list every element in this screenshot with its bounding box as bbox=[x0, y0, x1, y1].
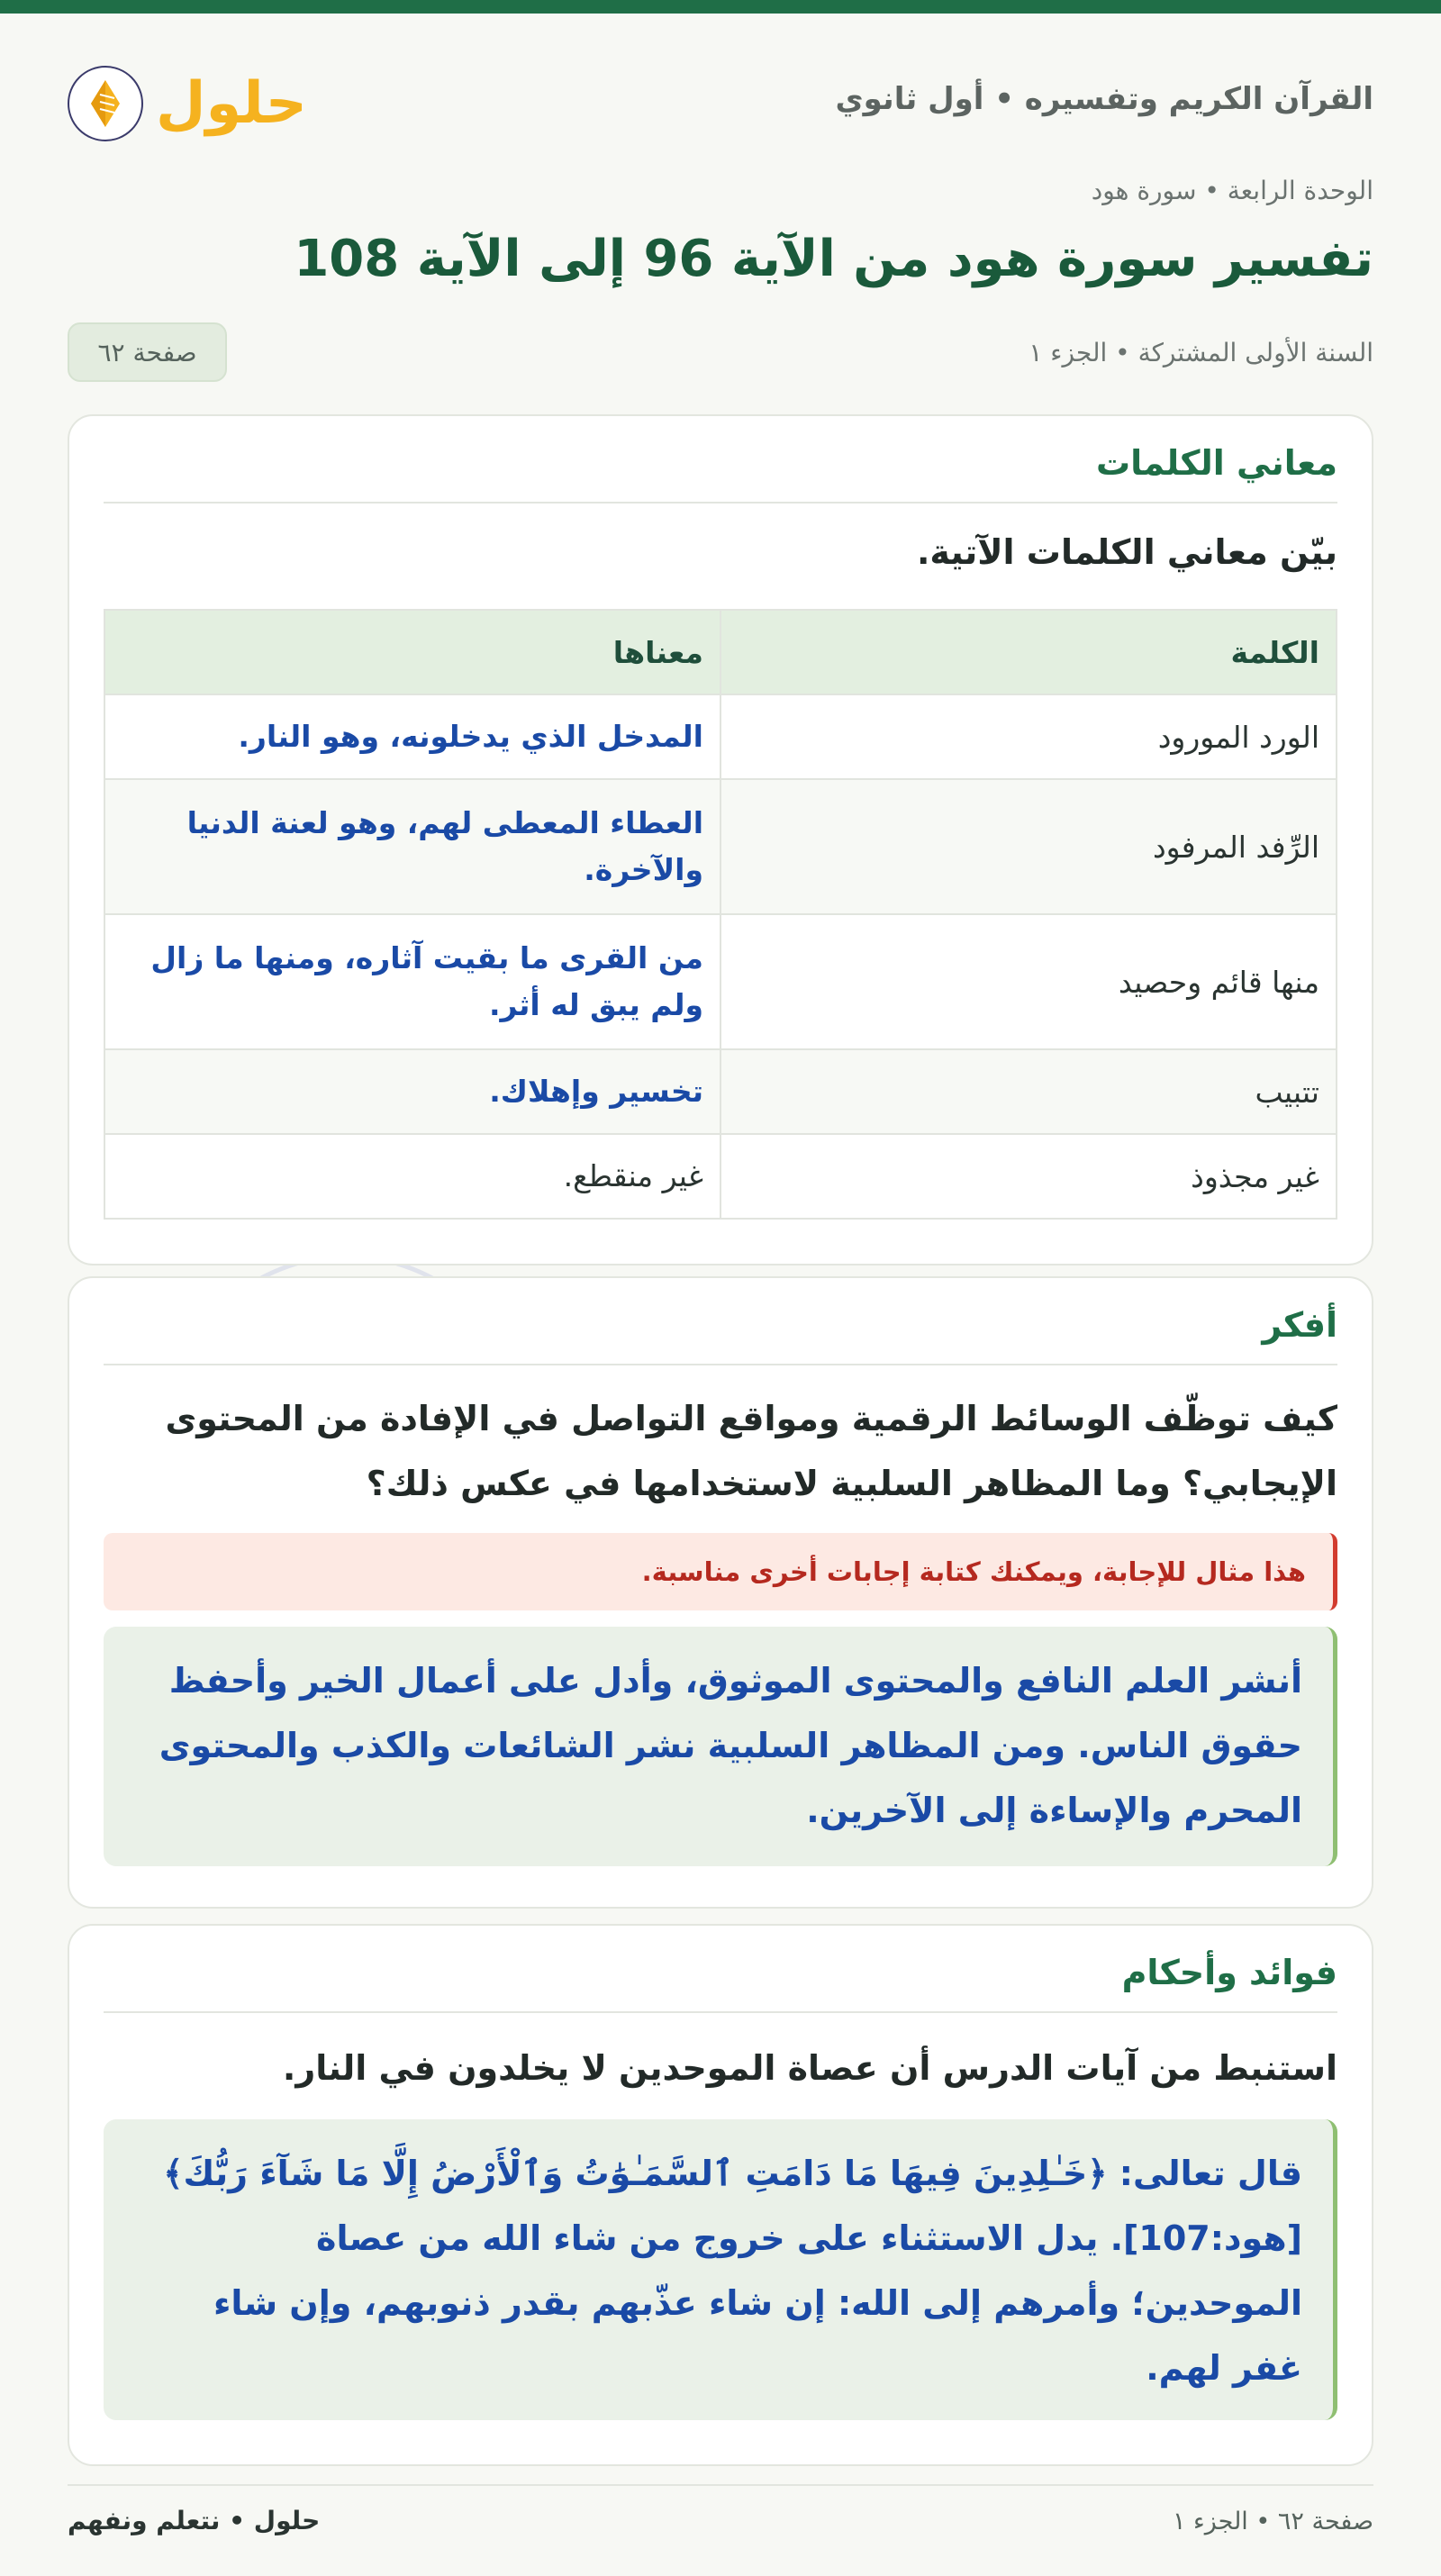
column-header-meaning: معناها bbox=[104, 610, 720, 694]
word-cell: منها قائم وحصيد bbox=[720, 914, 1337, 1049]
think-card bbox=[68, 1276, 1373, 1909]
meaning-cell: تخسير وإهلاك. bbox=[104, 1049, 720, 1134]
vocab-title: معاني الكلمات bbox=[1095, 443, 1337, 483]
vocab-table bbox=[104, 609, 1337, 1220]
benefits-card bbox=[68, 1924, 1373, 2466]
answer-note: هذا مثال للإجابة، ويمكنك كتابة إجابات أخرى مناسبة. bbox=[104, 1533, 1337, 1610]
table-row bbox=[104, 779, 1337, 914]
meaning-cell: العطاء المعطى لهم، وهو لعنة الدنيا والآخرة. bbox=[104, 779, 720, 914]
footer-page-info: صفحة ٦٢ • الجزء ١ bbox=[1172, 2508, 1373, 2535]
book-logo-icon bbox=[68, 66, 143, 141]
column-header-word: الكلمة bbox=[720, 610, 1337, 694]
meaning-cell: غير منقطع. bbox=[104, 1134, 720, 1219]
think-question: كيف توظّف الوسائط الرقمية ومواقع التواصل في الإفادة من المحتوى الإيجابي؟ وما المظاهر السلبية لاستخدامها في عكس ذلك؟ bbox=[165, 1399, 1337, 1503]
vocab-card bbox=[68, 414, 1373, 1265]
page-content bbox=[68, 14, 1373, 2388]
table-row bbox=[104, 914, 1337, 1049]
unit-label: الوحدة الرابعة • سورة هود bbox=[1091, 176, 1373, 205]
table-row bbox=[104, 1049, 1337, 1134]
divider bbox=[104, 2011, 1337, 2013]
vocab-question: بيّن معاني الكلمات الآتية. bbox=[916, 532, 1337, 572]
word-cell: غير مجذوذ bbox=[720, 1134, 1337, 1219]
footer-brand: حلول • نتعلم ونفهم bbox=[68, 2506, 321, 2535]
page-title: تفسير سورة هود من الآية 96 إلى الآية 108 bbox=[294, 230, 1373, 288]
benefits-question: استنبط من آيات الدرس أن عصاة الموحدين لا يخلدون في النار. bbox=[282, 2048, 1337, 2088]
brand-name: حلول bbox=[156, 70, 307, 137]
grade-meta: السنة الأولى المشتركة • الجزء ١ bbox=[1029, 338, 1373, 367]
page-number-badge: صفحة ٦٢ bbox=[68, 322, 227, 382]
word-cell: الرِّفد المرفود bbox=[720, 779, 1337, 914]
benefits-answer: قال تعالى: ﴿خَـٰلِدِينَ فِيهَا مَا دَامَتِ ٱلسَّمَـٰوَٰتُ وَٱلْأَرْضُ إِلَّا مَا شَآءَ رَبُّكَ﴾ [هود:107]. يدل الاستثناء على خروج من شاء الله من عصاة الموحدين؛ وأمرهم إلى الله: إن شاء عذّبهم بقدر ذنوبهم، وإن شاء غفر لهم. bbox=[104, 2119, 1337, 2420]
meaning-cell: المدخل الذي يدخلونه، وهو النار. bbox=[104, 694, 720, 779]
brand-logo[interactable] bbox=[68, 50, 307, 158]
word-cell: تتبيب bbox=[720, 1049, 1337, 1134]
page-header bbox=[68, 14, 1373, 176]
benefits-title: فوائد وأحكام bbox=[1121, 1953, 1337, 1992]
top-accent-bar bbox=[0, 0, 1441, 14]
footer-divider bbox=[68, 2484, 1373, 2486]
meaning-cell: من القرى ما بقيت آثاره، ومنها ما زال ولم يبق له أثر. bbox=[104, 914, 720, 1049]
think-title: أفكر bbox=[1262, 1305, 1337, 1345]
divider bbox=[104, 1364, 1337, 1365]
table-row bbox=[104, 694, 1337, 779]
table-header-row bbox=[104, 610, 1337, 694]
divider bbox=[104, 502, 1337, 503]
word-cell: الورد المورود bbox=[720, 694, 1337, 779]
think-answer: أنشر العلم النافع والمحتوى الموثوق، وأدل على أعمال الخير وأحفظ حقوق الناس. ومن المظاهر السلبية نشر الشائعات والكذب والمحتوى المحرم والإساءة إلى الآخرين. bbox=[104, 1627, 1337, 1866]
course-label: القرآن الكريم وتفسيره • أول ثانوي bbox=[835, 81, 1373, 117]
table-row bbox=[104, 1134, 1337, 1219]
